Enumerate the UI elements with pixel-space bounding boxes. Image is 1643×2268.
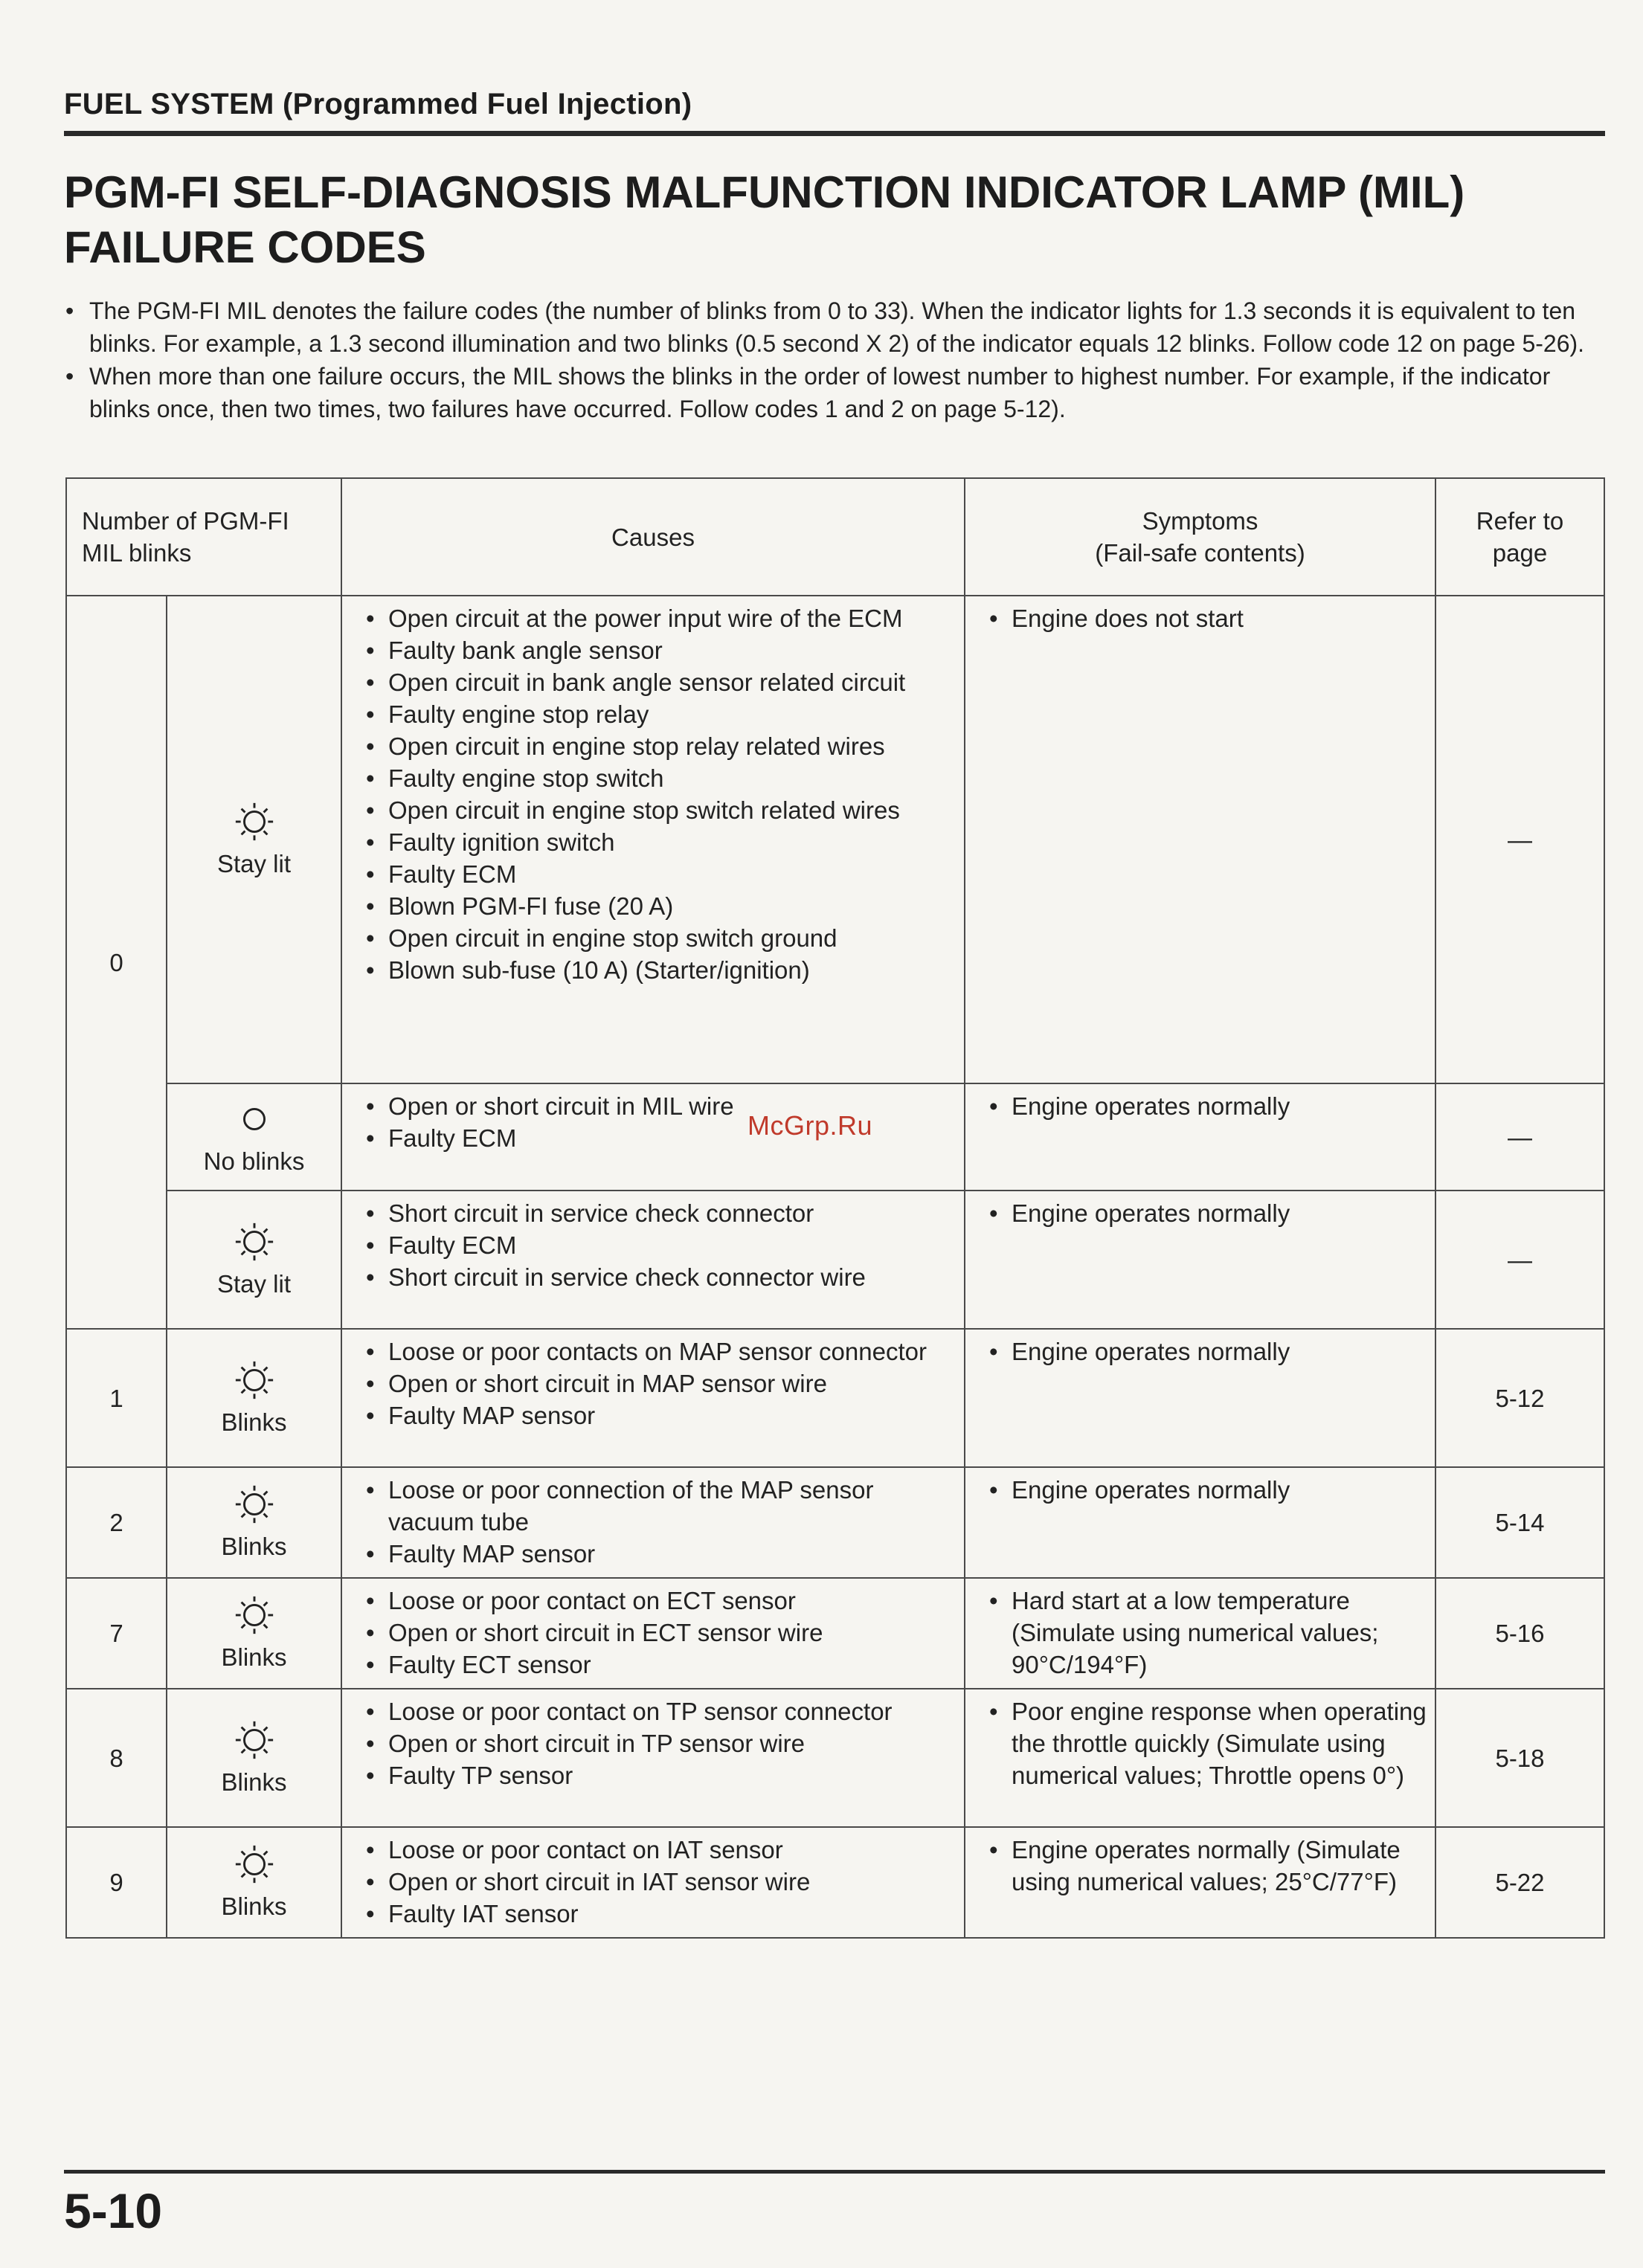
cause-list (357, 602, 956, 986)
symptom-list (980, 1474, 1427, 1506)
cause-item: • Open circuit in bank angle sensor related circuit (357, 666, 956, 698)
failure-code-table-wrap (65, 477, 1604, 1939)
watermark: McGrp.Ru (747, 1110, 873, 1141)
indicator-label: Stay lit (216, 849, 292, 877)
blink-count: 2 (66, 1467, 167, 1578)
table-row (66, 1191, 1604, 1329)
indicator-label: Stay lit (216, 1269, 292, 1298)
cause-item: • Open or short circuit in ECT sensor wire (357, 1617, 956, 1649)
cause-item: • Faulty ECM (357, 858, 956, 890)
table-row (66, 1467, 1604, 1578)
cause-item: • Faulty TP sensor (357, 1759, 956, 1791)
cause-item: • Faulty MAP sensor (357, 1399, 956, 1431)
header-rule (64, 131, 1605, 136)
symptom-list (980, 1695, 1427, 1791)
cause-item: • Blown PGM-FI fuse (20 A) (357, 890, 956, 922)
symptom-list (980, 602, 1427, 634)
cause-list (357, 1474, 956, 1570)
cause-item: • Blown sub-fuse (10 A) (Starter/ignition) (357, 954, 956, 986)
lamp-lit-icon (233, 1220, 276, 1263)
symptom-item: • Engine operates normally (980, 1090, 1427, 1122)
cause-item: • Faulty ECT sensor (357, 1649, 956, 1681)
cause-item: • Open circuit in engine stop switch related wires (357, 794, 956, 826)
refer-page: 5-12 (1435, 1329, 1604, 1467)
refer-page: — (1435, 1083, 1604, 1191)
symptoms-cell (965, 1467, 1435, 1578)
symptoms-cell (965, 1191, 1435, 1329)
symptom-item: • Engine does not start (980, 602, 1427, 634)
table-row (66, 1578, 1604, 1689)
table-row (66, 1827, 1604, 1938)
cause-item: • Loose or poor connection of the MAP sensor vacuum tube (357, 1474, 956, 1538)
indicator-cell (167, 1467, 341, 1578)
symptom-item: • Engine operates normally (980, 1197, 1427, 1229)
cause-item: • Faulty IAT sensor (357, 1898, 956, 1930)
table-row (66, 1689, 1604, 1827)
table-header-row (66, 478, 1604, 596)
footer-rule (64, 2170, 1605, 2174)
page-title: PGM-FI SELF-DIAGNOSIS MALFUNCTION INDICATOR LAMP (MIL) FAILURE CODES (64, 167, 1465, 272)
lamp-lit-icon (233, 800, 276, 843)
symptoms-cell (965, 1578, 1435, 1689)
indicator-cell (167, 596, 341, 1083)
indicator-cell (167, 1689, 341, 1827)
table-row (66, 596, 1604, 1083)
refer-page: — (1435, 596, 1604, 1083)
page-number: 5-10 (64, 2183, 163, 2238)
cause-item: • Open or short circuit in IAT sensor wire (357, 1866, 956, 1898)
cause-item: • Short circuit in service check connector (357, 1197, 956, 1229)
causes-cell (341, 1689, 965, 1827)
cause-item: • Faulty ECM (357, 1229, 956, 1261)
symptom-item: • Engine operates normally (Simulate using numerical values; 25°C/77°F) (980, 1834, 1427, 1898)
cause-item: • Open or short circuit in MAP sensor wire (357, 1367, 956, 1399)
cause-list (357, 1695, 956, 1791)
cause-list (357, 1197, 956, 1293)
cause-item: • Faulty MAP sensor (357, 1538, 956, 1570)
cause-item: • Faulty engine stop relay (357, 698, 956, 730)
indicator-label: Blinks (221, 1408, 287, 1436)
table-row (66, 1329, 1604, 1467)
indicator-label: Blinks (221, 1533, 287, 1560)
header-symptoms (965, 478, 1435, 596)
header-number: Number of PGM-FI MIL blinks (66, 478, 341, 596)
failure-code-table (65, 477, 1605, 1939)
intro-notes (64, 294, 1604, 425)
indicator-label: Blinks (221, 1892, 287, 1920)
indicator-label: No blinks (203, 1147, 305, 1175)
causes-cell (341, 1191, 965, 1329)
indicator-cell (167, 1083, 341, 1191)
refer-page: 5-14 (1435, 1467, 1604, 1578)
symptom-item: • Hard start at a low temperature (Simulate using numerical values; 90°C/194°F) (980, 1585, 1427, 1681)
symptoms-cell (965, 1083, 1435, 1191)
symptom-list (980, 1834, 1427, 1898)
cause-item: • Short circuit in service check connector wire (357, 1261, 956, 1293)
cause-item: • Open circuit in engine stop switch ground (357, 922, 956, 954)
blink-count: 0 (66, 596, 167, 1329)
indicator-cell (167, 1827, 341, 1938)
table-body (66, 596, 1604, 1938)
section-header: FUEL SYSTEM (Programmed Fuel Injection) (64, 88, 692, 120)
lamp-blink-icon (233, 1483, 276, 1526)
indicator-label: Blinks (221, 1768, 287, 1796)
intro-note: • The PGM-FI MIL denotes the failure codes (the number of blinks from 0 to 33). When the indicator lights for 1.3 seconds it is equivalent to ten blinks. For example, a 1.3 second illumination and two blinks (0.5 second X 2) of the indicator equals 12 blinks. Follow code 12 on page 5-26). (64, 294, 1604, 360)
lamp-blink-icon (233, 1594, 276, 1637)
symptom-item: • Engine operates normally (980, 1336, 1427, 1367)
blink-count: 7 (66, 1578, 167, 1689)
symptom-list (980, 1585, 1427, 1681)
causes-cell (341, 1329, 965, 1467)
symptom-list (980, 1090, 1427, 1122)
causes-cell (341, 1578, 965, 1689)
indicator-cell (167, 1578, 341, 1689)
lamp-blink-icon (233, 1843, 276, 1886)
symptoms-cell (965, 1689, 1435, 1827)
cause-item: • Open or short circuit in MIL wire (357, 1090, 956, 1122)
blink-count: 9 (66, 1827, 167, 1938)
symptoms-cell (965, 596, 1435, 1083)
cause-item: • Open circuit at the power input wire of the ECM (357, 602, 956, 634)
lamp-off-icon (233, 1098, 276, 1141)
lamp-blink-icon (233, 1718, 276, 1762)
symptom-item: • Poor engine response when operating the throttle quickly (Simulate using numerical values; Throttle opens 0°) (980, 1695, 1427, 1791)
symptom-list (980, 1336, 1427, 1367)
cause-item: • Open circuit in engine stop relay related wires (357, 730, 956, 762)
refer-page: 5-18 (1435, 1689, 1604, 1827)
indicator-cell (167, 1191, 341, 1329)
cause-item: • Faulty bank angle sensor (357, 634, 956, 666)
lamp-blink-icon (233, 1359, 276, 1402)
causes-cell (341, 1467, 965, 1578)
symptoms-cell (965, 1329, 1435, 1467)
indicator-cell (167, 1329, 341, 1467)
cause-item: • Faulty engine stop switch (357, 762, 956, 794)
cause-item: • Loose or poor contact on TP sensor connector (357, 1695, 956, 1727)
symptom-list (980, 1197, 1427, 1229)
refer-page: 5-22 (1435, 1827, 1604, 1938)
header-refer: Refer to page (1435, 478, 1604, 596)
symptoms-cell (965, 1827, 1435, 1938)
cause-list (357, 1336, 956, 1431)
cause-item: • Open or short circuit in TP sensor wire (357, 1727, 956, 1759)
cause-list (357, 1585, 956, 1681)
blink-count: 1 (66, 1329, 167, 1467)
header-causes: Causes (341, 478, 965, 596)
causes-cell (341, 1827, 965, 1938)
refer-page: — (1435, 1191, 1604, 1329)
cause-item: • Faulty ignition switch (357, 826, 956, 858)
intro-note: • When more than one failure occurs, the MIL shows the blinks in the order of lowest number to highest number. For example, if the indicator blinks once, then two times, two failures have occurred. Follow codes 1 and 2 on page 5-12). (64, 360, 1604, 425)
cause-item: • Loose or poor contacts on MAP sensor connector (357, 1336, 956, 1367)
cause-list (357, 1834, 956, 1930)
header-symptoms-sub: (Fail-safe contents) (1095, 539, 1305, 567)
cause-item: • Faulty ECM (357, 1122, 956, 1154)
indicator-label: Blinks (221, 1643, 287, 1671)
causes-cell (341, 596, 965, 1083)
header-symptoms-label: Symptoms (1142, 507, 1258, 535)
cause-item: • Loose or poor contact on ECT sensor (357, 1585, 956, 1617)
cause-item: • Loose or poor contact on IAT sensor (357, 1834, 956, 1866)
refer-page: 5-16 (1435, 1578, 1604, 1689)
blink-count: 8 (66, 1689, 167, 1827)
symptom-item: • Engine operates normally (980, 1474, 1427, 1506)
